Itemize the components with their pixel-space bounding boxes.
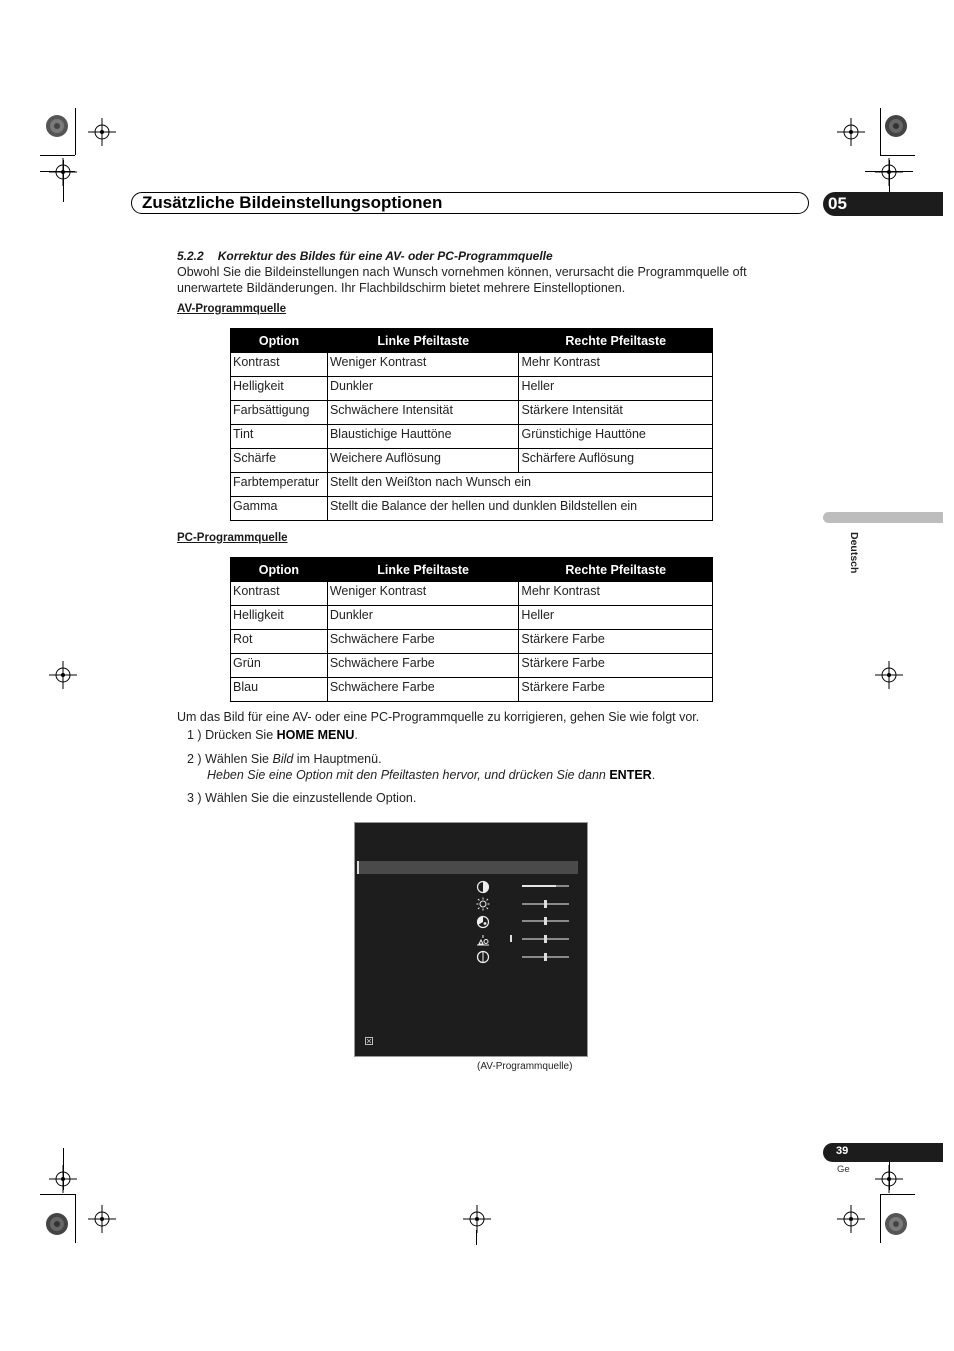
- step-3: [187, 790, 416, 806]
- step-text: Wählen Sie: [205, 752, 273, 766]
- page-language-code: Ge: [837, 1164, 850, 1175]
- slider-knob: [544, 953, 547, 961]
- table-cell: Farbtemperatur: [231, 473, 328, 497]
- table-cell: Dunkler: [327, 377, 519, 401]
- slider-knob: [544, 917, 547, 925]
- table-cell: Schwächere Farbe: [327, 654, 519, 678]
- table-cell: Dunkler: [327, 606, 519, 630]
- table-cell: Weniger Kontrast: [327, 353, 519, 377]
- tint-icon: [476, 933, 490, 947]
- table-header-row: [231, 558, 713, 582]
- column-header: Linke Pfeiltaste: [327, 558, 519, 582]
- table-cell: Rot: [231, 630, 328, 654]
- table-cell: Weniger Kontrast: [327, 582, 519, 606]
- table-row: [231, 377, 713, 401]
- color-rosette-icon: [45, 114, 69, 138]
- step-text: .: [651, 768, 656, 782]
- step-text: Wählen Sie die einzustellende Option.: [205, 791, 417, 805]
- chapter-title: Zusätzliche Bildeinstellungsoptionen: [142, 193, 443, 212]
- color-rosette-icon: [45, 1212, 69, 1236]
- table-cell: Stärkere Farbe: [519, 654, 713, 678]
- table-cell: Tint: [231, 425, 328, 449]
- table-cell: Mehr Kontrast: [519, 582, 713, 606]
- key-label: HOME MENU: [276, 728, 355, 742]
- contrast-slider: [522, 885, 569, 887]
- crop-line: [476, 1230, 477, 1245]
- step-2-sub: [207, 767, 655, 783]
- registration-target-icon: [837, 118, 865, 146]
- table-row: [231, 449, 713, 473]
- table-row: [231, 678, 713, 702]
- table-cell: Stärkere Intensität: [519, 401, 713, 425]
- color-slider: [522, 920, 569, 922]
- table-cell: Grün: [231, 654, 328, 678]
- table-cell: Blau: [231, 678, 328, 702]
- column-header: Option: [231, 558, 328, 582]
- color-rosette-icon: [884, 1212, 908, 1236]
- table-cell: Helligkeit: [231, 377, 328, 401]
- step-1: [187, 727, 358, 743]
- chapter-number: 05: [828, 194, 847, 213]
- registration-target-icon: [88, 1205, 116, 1233]
- registration-target-icon: [875, 661, 903, 689]
- intro-line: Obwohl Sie die Bildeinstellungen nach Wunsch vornehmen können, verursacht die Programmquelle oft: [177, 265, 747, 279]
- registration-target-icon: [49, 661, 77, 689]
- steps-intro: Um das Bild für eine AV- oder eine PC-Programmquelle zu korrigieren, gehen Sie wie folgt vor.: [177, 710, 700, 724]
- slider-knob: [544, 935, 547, 943]
- contrast-icon: [476, 880, 490, 894]
- av-table-heading: AV-Programmquelle: [177, 303, 287, 315]
- registration-target-icon: [49, 158, 77, 186]
- table-cell: Helligkeit: [231, 606, 328, 630]
- column-header: Linke Pfeiltaste: [327, 329, 519, 353]
- table-cell: Schärfere Auflösung: [519, 449, 713, 473]
- slider-fill: [522, 885, 556, 887]
- table-row: [231, 473, 713, 497]
- table-cell: Gamma: [231, 497, 328, 521]
- menu-name: Bild: [272, 752, 294, 766]
- screen-caption: (AV-Programmquelle): [477, 1061, 573, 1072]
- registration-target-icon: [49, 1165, 77, 1193]
- table-row: [231, 497, 713, 521]
- column-header: Rechte Pfeiltaste: [519, 329, 713, 353]
- table-cell: Heller: [519, 606, 713, 630]
- column-header: Option: [231, 329, 328, 353]
- brightness-slider: [522, 903, 569, 905]
- table-row: [231, 353, 713, 377]
- table-cell: Stärkere Farbe: [519, 678, 713, 702]
- table-cell: Weichere Auflösung: [327, 449, 519, 473]
- color-icon: [476, 915, 490, 929]
- step-number: 2 ): [187, 752, 202, 766]
- language-label: Deutsch: [848, 532, 860, 574]
- table-row: [231, 425, 713, 449]
- table-cell: Farbsättigung: [231, 401, 328, 425]
- section-heading: [177, 249, 553, 263]
- table-row: [231, 654, 713, 678]
- registration-target-icon: [875, 1165, 903, 1193]
- table-cell: Schwächere Intensität: [327, 401, 519, 425]
- intro-line: unerwartete Bildänderungen. Ihr Flachbildschirm bietet mehrere Einstelloptionen.: [177, 281, 626, 295]
- table-cell: Grünstichige Hauttöne: [519, 425, 713, 449]
- table-cell: Kontrast: [231, 582, 328, 606]
- pc-table-heading: PC-Programmquelle: [177, 532, 288, 544]
- column-header: Rechte Pfeiltaste: [519, 558, 713, 582]
- highlight-bar: [357, 861, 578, 874]
- picture-menu-screen: [354, 822, 588, 1057]
- step-note: Heben Sie eine Option mit den Pfeiltasten hervor, und drücken Sie dann: [207, 768, 610, 782]
- table-cell: Heller: [519, 377, 713, 401]
- key-label: ENTER: [609, 768, 652, 782]
- table-cell: Stärkere Farbe: [519, 630, 713, 654]
- registration-target-icon: [875, 158, 903, 186]
- highlight-cursor: [357, 861, 359, 874]
- table-row: [231, 401, 713, 425]
- step-text: .: [354, 728, 358, 742]
- intro-paragraph: [177, 264, 747, 296]
- step-2: [187, 751, 382, 767]
- tint-slider: [522, 938, 569, 940]
- close-icon: [365, 1037, 373, 1045]
- language-tab: [823, 512, 943, 523]
- registration-target-icon: [88, 118, 116, 146]
- av-options-table: [230, 328, 713, 521]
- table-row: [231, 582, 713, 606]
- pc-options-table: [230, 557, 713, 702]
- registration-target-icon: [837, 1205, 865, 1233]
- tint-marker: [510, 935, 512, 942]
- table-cell: Stellt den Weißton nach Wunsch ein: [327, 473, 712, 497]
- page-number: 39: [836, 1145, 849, 1157]
- table-cell: Blaustichige Hauttöne: [327, 425, 519, 449]
- section-title: Korrektur des Bildes für eine AV- oder PC-Programmquelle: [217, 249, 553, 263]
- section-number: 5.2.2: [177, 249, 204, 263]
- step-text: Drücken Sie: [205, 728, 277, 742]
- sharpness-icon: [476, 950, 490, 964]
- table-cell: Schwächere Farbe: [327, 678, 519, 702]
- table-header-row: [231, 329, 713, 353]
- table-cell: Mehr Kontrast: [519, 353, 713, 377]
- table-cell: Schwächere Farbe: [327, 630, 519, 654]
- table-row: [231, 630, 713, 654]
- color-rosette-icon: [884, 114, 908, 138]
- step-number: 1 ): [187, 728, 202, 742]
- table-cell: Kontrast: [231, 353, 328, 377]
- table-cell: Stellt die Balance der hellen und dunklen Bildstellen ein: [327, 497, 712, 521]
- slider-knob: [544, 900, 547, 908]
- brightness-icon: [476, 897, 490, 911]
- registration-target-icon: [463, 1205, 491, 1233]
- step-text: im Hauptmenü.: [293, 752, 382, 766]
- table-row: [231, 606, 713, 630]
- step-number: 3 ): [187, 791, 202, 805]
- table-cell: Schärfe: [231, 449, 328, 473]
- sharpness-slider: [522, 956, 569, 958]
